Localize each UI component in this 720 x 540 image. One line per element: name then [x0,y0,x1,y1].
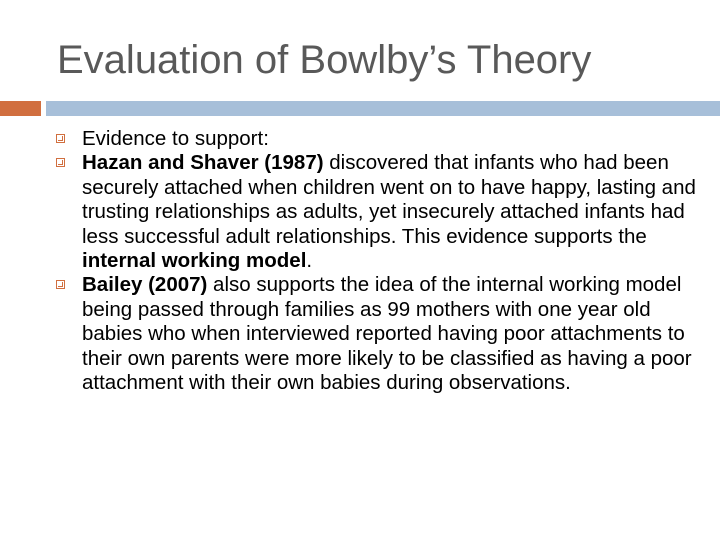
bullet-text: Evidence to support: [82,127,269,150]
title-rule [46,101,720,116]
study-citation: Hazan and Shaver (1987) [82,151,324,175]
title-accent-bar [0,101,41,116]
bullet-evidence-heading [56,127,696,151]
square-bullet-icon [56,158,65,167]
slide-title: Evaluation of Bowlby’s Theory [57,38,592,82]
bullet-bailey [56,273,696,395]
study-citation: Bailey (2007) [82,273,208,297]
bullet-list [56,127,696,395]
key-term: internal working model [82,249,307,273]
square-bullet-icon [56,134,65,143]
bullet-text: discovered that infants who had been securely attached when children went on to have happy, lasting and trusting relationships as adults, yet insecurely attached infants had less successful adult relationships. This evidence supports the [82,151,696,248]
bullet-text: also supports the idea of the internal working model being passed through families as 99 mothers with one year old babies who when interviewed reported having poor attachments to their own parents were more likely to be classified as having a poor attachment with their own babies during observations. [82,273,692,395]
square-bullet-icon [56,280,65,289]
bullet-text-end: . [306,249,313,273]
bullet-hazan-shaver [56,151,696,273]
